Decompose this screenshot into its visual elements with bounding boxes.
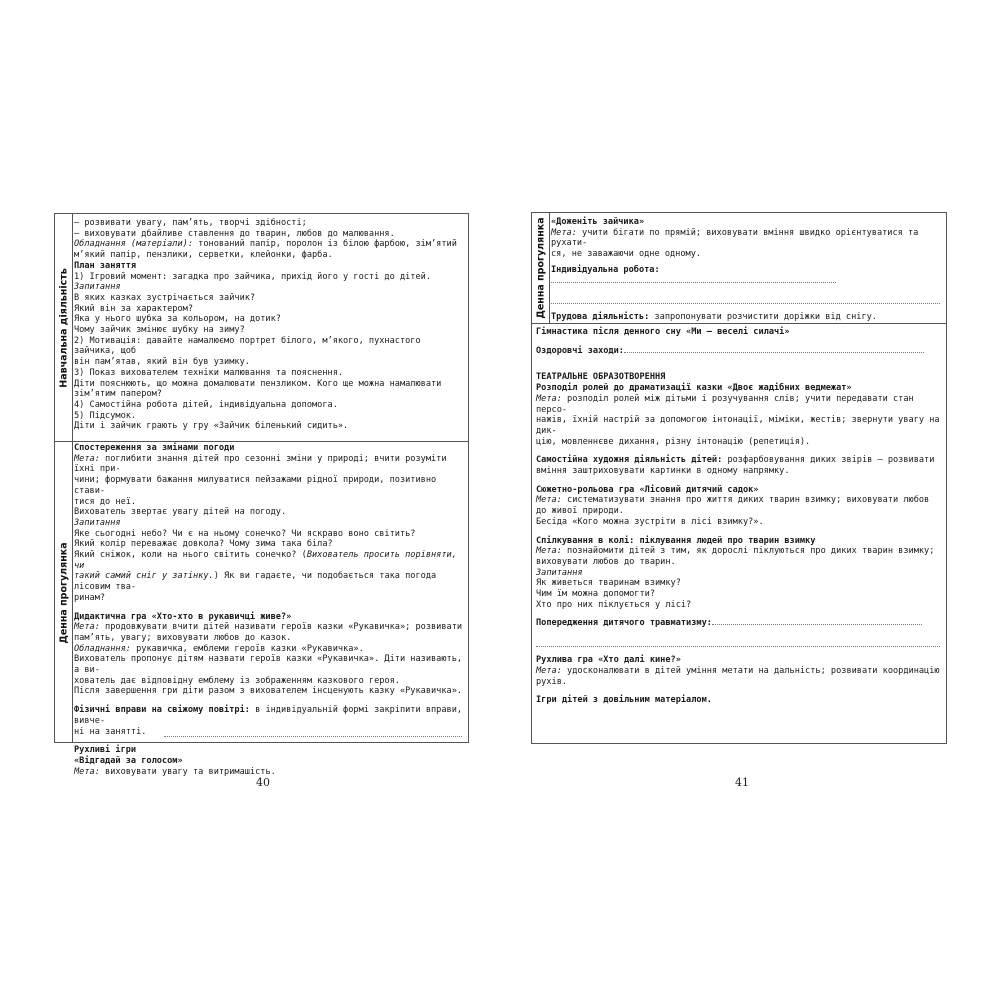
text-line: тися до неї. <box>74 496 137 507</box>
text-line: ринам? <box>74 592 106 603</box>
observation-heading: Спостереження за змінами погоди <box>74 443 235 453</box>
text-line: Трудова діяльність: запропонувати розчистити доріжки від снігу. <box>551 312 877 323</box>
individual-work-line: Індивідуальна робота: <box>551 265 942 286</box>
page-number-right: 41 <box>735 776 749 789</box>
left-sidebar <box>55 214 73 742</box>
text-line: м’який папір, пензлики, серветки, клейонки, фарба. <box>74 250 333 261</box>
text-line: — розвивати увагу, пам’ять, творчі здібності; <box>74 218 307 228</box>
section-label-walk: Денна прогулянка <box>58 541 69 644</box>
text-line: зім’ятим папером? <box>74 389 162 400</box>
outdoor-game-heading: Рухлива гра «Хто далі кине?» <box>536 655 681 666</box>
text-line: він пам’ятав, який він був узимку. <box>74 357 250 368</box>
dotted-line <box>536 637 940 647</box>
dotted-line <box>164 727 462 737</box>
game-title: «Доженіть зайчика» <box>551 217 645 227</box>
text-line: Обладнання (матеріали): тонований папір, поролон із білою фарбою, зім’ятий <box>74 239 457 250</box>
text-line: 3) Показ вихователем техніки малювання та пояснення. <box>74 367 344 378</box>
text-line: Який колір переважає довкола? Чому зима така біла? <box>74 539 333 550</box>
text-line: Мета: поглибити знання дітей про сезонні зміни у природі; вчити розуміти їхні при- <box>74 453 447 475</box>
text-line: Мета: виховувати увагу та витримашість. <box>74 766 276 777</box>
text-line: Який він за характером? <box>74 303 193 314</box>
walk-continued-text <box>551 217 942 323</box>
text-line: Вихователь пропонує дітям назвати героїв казки «Рукавичка». Діти називають, а ви- <box>74 654 463 676</box>
text-line: Діти і зайчик грають у гру «Зайчик біленький сидить». <box>74 421 349 432</box>
text-line: Яка у нього шубка за кольором, на дотик? <box>74 314 281 325</box>
text-line: Мета: систематизувати знання про життя диких тварин взимку; виховувати любов <box>536 495 930 506</box>
walk-section-text <box>74 443 464 777</box>
text-line: Самостійна художня діяльність дітей: розфарбовування диких звірів — розвивати <box>536 455 935 466</box>
text-line: Мета: учити бігати по прямій; виховувати вміння швидко орієнтуватися та рухати- <box>551 227 919 249</box>
text-line: Діти пояснюють, що можна домалювати пензликом. Кого ще можна намалювати <box>74 378 442 389</box>
questions-heading: Запитання <box>74 517 121 528</box>
right-sidebar <box>532 213 550 323</box>
theatre-heading: ТЕАТРАЛЬНЕ ОБРАЗОТВОРЕННЯ <box>536 372 666 383</box>
text-line: ся, не заважаючи одне одному. <box>551 249 702 260</box>
didactic-game-heading: Дидактична гра «Хто-хто в рукавичці живе?» <box>74 611 292 622</box>
page-number-left: 40 <box>256 776 270 789</box>
dotted-line <box>551 294 940 304</box>
questions-heading: Запитання <box>536 567 583 578</box>
text-line: Після завершення гри діти разом з вихователем інсценують казку «Рукавичка». <box>74 686 463 697</box>
text-line: 4) Самостійна робота дітей, індивідуальна допомога. <box>74 399 338 410</box>
text-line: Чим їм можна допомогти? <box>536 589 655 600</box>
text-line: нажів, їхній настрій за допомогою інтонації, міміки, жестів; звернути увагу на дик- <box>536 415 940 436</box>
text-line: 2) Мотивація: давайте намалюємо портрет білого, м’якого, пухнастого зайчика, щоб <box>74 335 421 357</box>
text-line: Мета: розподіл ролей між дітьми і розучування слів; учити передавати стан персо- <box>536 393 914 415</box>
health-measures-line: Оздоровчі заходи: <box>536 346 942 357</box>
text-line: до живої природи. <box>536 506 624 517</box>
text-line: виховувати любов до тварин. <box>536 556 676 567</box>
text-line: — виховувати дбайливе ставлення до тварин, любов до малювання. <box>74 228 395 239</box>
outdoor-games-heading: Рухливі ігри <box>74 745 137 756</box>
afternoon-section-text <box>536 327 942 706</box>
section-label-walk: Денна прогулянка <box>535 217 546 319</box>
roles-heading: Розподіл ролей до драматизації казки «Двоє жадібних ведмежат» <box>536 383 852 394</box>
questions-heading: Запитання <box>74 282 121 293</box>
left-page <box>54 213 469 777</box>
text-line: хователь дає відповідну емблему із зображенням казкового героя. <box>74 675 400 686</box>
text-line: чини; формувати бажання милуватися пейзажами рідної природи, позитивно стави- <box>74 475 437 496</box>
text-line: вміння заштриховувати картинки в одному напрямку. <box>536 466 790 477</box>
plan-heading: План заняття <box>74 260 137 271</box>
text-line: пам’ять, увагу; виховувати любов до казок. <box>74 632 292 643</box>
text-line: Мета: продовжувати вчити дітей називати героїв казки «Рукавичка»; розвивати <box>74 622 463 633</box>
section-divider <box>55 441 468 442</box>
right-page <box>531 212 947 744</box>
role-play-heading: Сюжетно-рольова гра «Лісовий дитячий садок» <box>536 484 759 495</box>
text-line: Вихователь звертає увагу дітей на погоду. <box>74 507 287 518</box>
text-line: Як живеться тваринам взимку? <box>536 578 681 589</box>
text-line: Мета: удосконалювати в дітей уміння метати на дальність; розвивати координацію <box>536 665 940 676</box>
text-line: 5) Підсумок. <box>74 410 137 421</box>
text-line: Яке сьогодні небо? Чи є на ньому сонечко? Чи яскраво воно світить? <box>74 528 416 539</box>
free-play-line: Ігри дітей з довільним матеріалом. <box>536 695 712 706</box>
text-line: такий самий сніг у затінку.) Як ви гадаєте, чи подобається така погода лісовим тва- <box>74 571 437 593</box>
text-line: рухів. <box>536 676 568 687</box>
text-line: ні на занятті. <box>74 726 147 737</box>
text-line: Бесіда «Кого можна зустріти в лісі взимку?». <box>536 516 764 527</box>
learning-section-text <box>74 218 464 432</box>
gymnastics-heading: Гімнастика після денного сну «Ми — веселі силачі» <box>536 327 790 337</box>
text-line: В яких казках зустрічається зайчик? <box>74 292 256 303</box>
text-line: Чому зайчик змінює шубку на зиму? <box>74 325 245 336</box>
text-line: Фізичні вправи на свіжому повітрі: в індивідуальній формі закріпити вправи, вивче- <box>74 705 463 726</box>
text-line: Який сніжок, коли на нього світить сонечко? (Вихователь просить порівняти, чи <box>74 550 457 571</box>
text-line: цію, мовленнєве дихання, різну інтонацію (репетиція). <box>536 436 811 447</box>
text-line: 1) Ігровий момент: загадка про зайчика, прихід його у гості до дітей. <box>74 271 431 282</box>
injury-prevention-line: Попередження дитячого травматизму: <box>536 618 942 629</box>
circle-talk-heading: Спілкування в колі: піклування людей про тварин взимку <box>536 535 816 546</box>
section-divider <box>532 323 946 324</box>
text-line: Хто про них піклується у лісі? <box>536 599 692 610</box>
game-title: «Відгадай за голосом» <box>74 755 183 766</box>
text-line: Обладнання: рукавичка, емблеми героїв казки «Рукавичка». <box>74 643 364 654</box>
section-label-learning: Навчальна діяльність <box>58 267 69 388</box>
text-line: Мета: познайомити дітей з тим, як дорослі піклуються про диких тварин взимку; <box>536 546 935 557</box>
